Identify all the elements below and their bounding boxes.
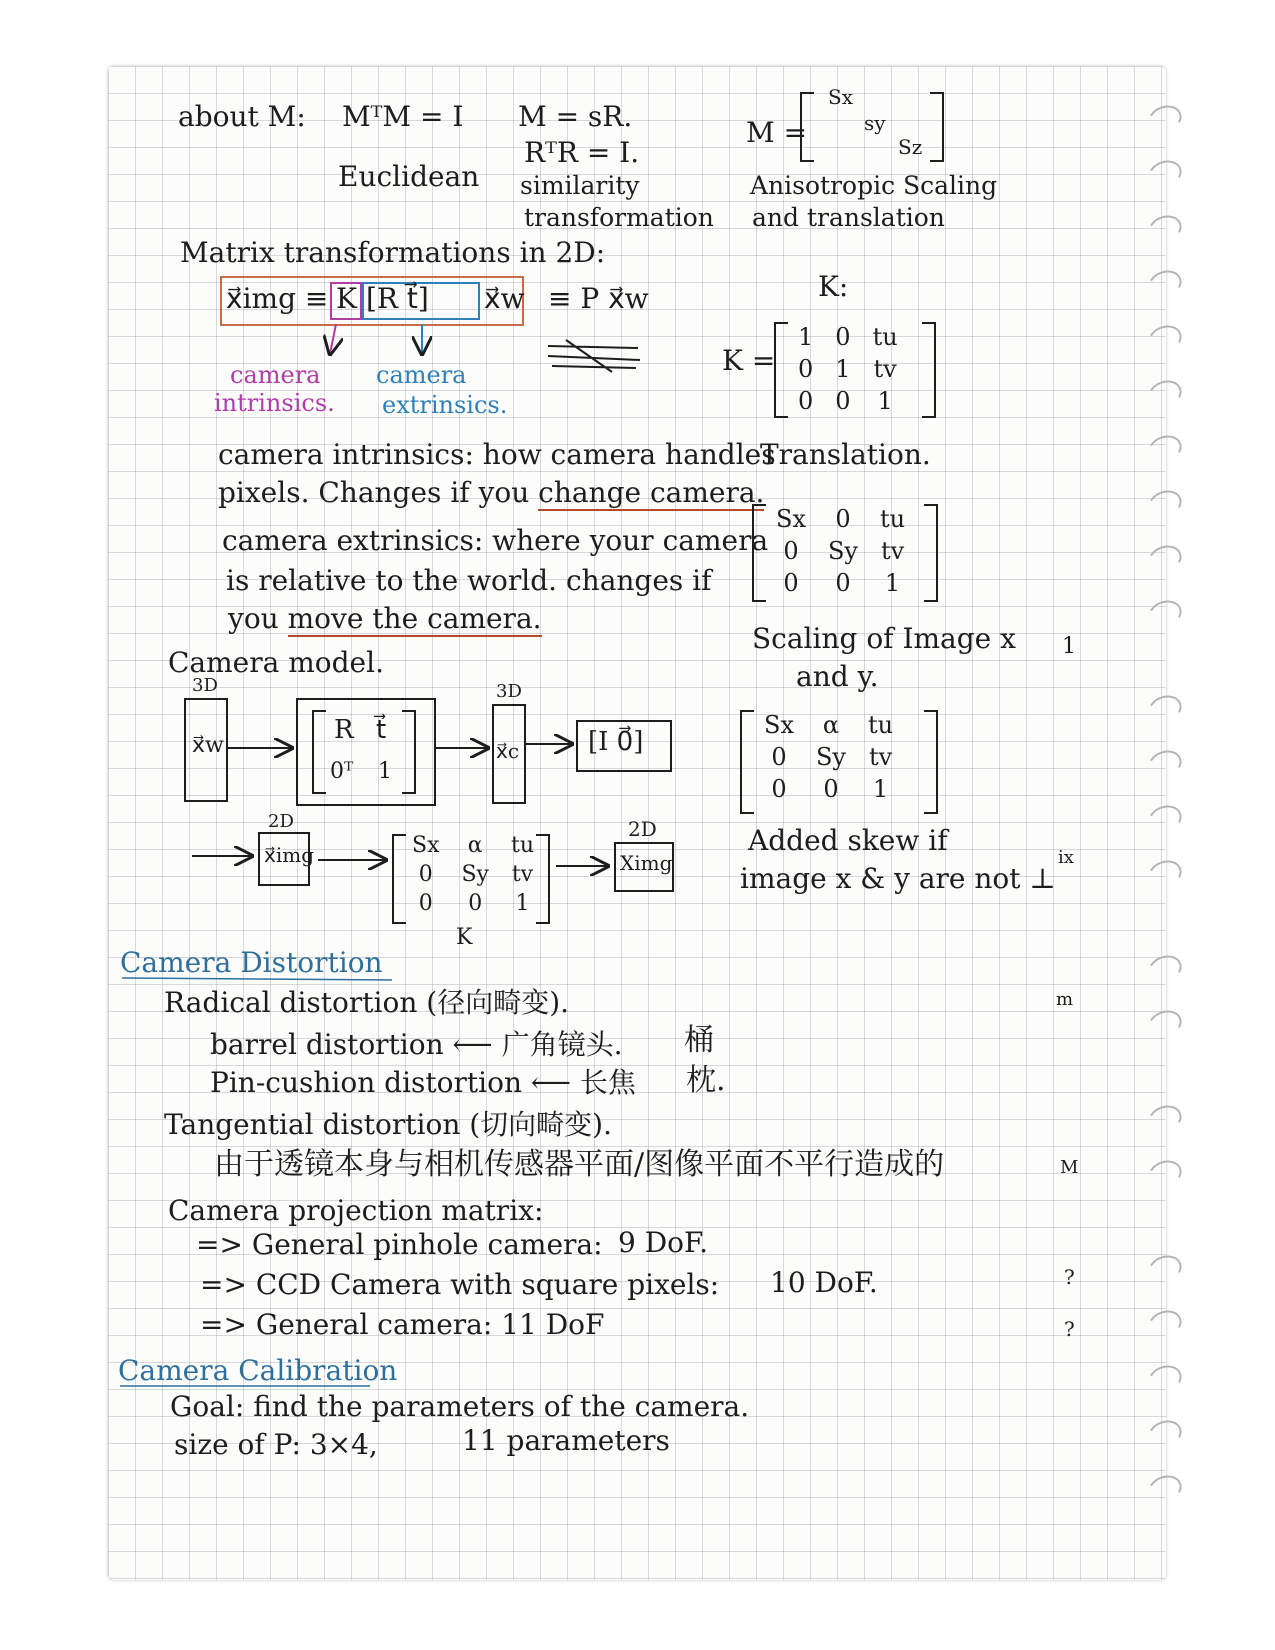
pincushion-distortion: Pin-cushion distortion ⟵ 长焦 bbox=[210, 1066, 636, 1099]
matrix-cell: 0 bbox=[798, 387, 814, 415]
margin-note: ? bbox=[1064, 1317, 1075, 1341]
extrinsics-label-2: extrinsics. bbox=[382, 391, 508, 419]
matrix-cell: tv bbox=[880, 537, 905, 565]
calibration-size: size of P: 3×4, bbox=[174, 1428, 378, 1461]
xc-vector: x⃗c bbox=[496, 739, 520, 763]
sy-entry: sy bbox=[864, 111, 886, 135]
label-3d: 3D bbox=[192, 675, 218, 696]
text: you bbox=[228, 602, 288, 635]
projection-line-2: => CCD Camera with square pixels: bbox=[200, 1268, 720, 1301]
extrinsics-label: camera bbox=[376, 361, 467, 389]
m-sr-equation: M = sR. bbox=[518, 100, 633, 133]
xw-term: x⃗w bbox=[484, 282, 525, 315]
matrix-cell: 1 bbox=[872, 775, 889, 803]
label-2d: 2D bbox=[628, 817, 657, 841]
matrix-cell: 1 bbox=[798, 323, 814, 351]
skew-caption-2: image x & y are not ⊥ bbox=[740, 862, 1056, 895]
intrinsics-definition: camera intrinsics: how camera handles bbox=[218, 438, 776, 471]
matrix-cell: 0 bbox=[823, 775, 839, 803]
margin-note: M bbox=[1060, 1157, 1079, 1178]
projection-value-1: 9 DoF. bbox=[618, 1226, 708, 1259]
ximg-output: Ximg bbox=[620, 851, 673, 875]
anisotropic-label-2: and translation bbox=[752, 203, 945, 232]
matrix-cell: 0 bbox=[798, 355, 814, 383]
p-xw-term: ≡ P x⃗w bbox=[548, 282, 649, 315]
matrix-cell: tu bbox=[879, 505, 906, 533]
mtm-equation: MᵀM = I bbox=[342, 100, 464, 133]
matrix-cell: 1 bbox=[884, 569, 901, 597]
matrix-cell: 0 bbox=[835, 569, 851, 597]
radial-distortion: Radical distortion (径向畸变). bbox=[164, 986, 570, 1019]
matrix-cell: tv bbox=[868, 743, 893, 771]
k-term: K bbox=[336, 282, 357, 315]
matrix-cell: 0 bbox=[418, 891, 433, 916]
arrow bbox=[330, 324, 336, 354]
scaling-caption-2: and y. bbox=[796, 660, 879, 693]
pincushion-cn: 枕. bbox=[686, 1063, 726, 1098]
similarity-label: similarity bbox=[520, 171, 640, 200]
matrix-cell: 1 bbox=[515, 891, 530, 916]
matrix-cell: tv bbox=[873, 355, 897, 383]
projection-line-3: => General camera: 11 DoF bbox=[200, 1308, 605, 1341]
barrel-cn: 桶 bbox=[684, 1023, 714, 1058]
distortion-title: Camera Distortion bbox=[120, 946, 383, 979]
t-entry: t⃗ bbox=[376, 715, 387, 745]
label-3d: 3D bbox=[496, 681, 522, 702]
one-entry: 1 bbox=[378, 759, 392, 784]
anisotropic-label: Anisotropic Scaling bbox=[750, 171, 998, 200]
matrix-cell: tu bbox=[872, 323, 898, 351]
projection-title: Camera projection matrix: bbox=[168, 1194, 544, 1227]
section-title: Matrix transformations in 2D: bbox=[180, 236, 606, 269]
tangential-distortion: Tangential distortion (切向畸变). bbox=[164, 1108, 613, 1141]
rtr-equation: RᵀR = I. bbox=[524, 136, 640, 169]
calibration-title: Camera Calibration bbox=[118, 1354, 398, 1387]
scaling-caption: Scaling of Image x bbox=[752, 622, 1016, 655]
matrix-cell: 0 bbox=[783, 569, 799, 597]
k-title: K: bbox=[818, 270, 849, 303]
matrix-cell: 0 bbox=[771, 775, 787, 803]
skew-caption: Added skew if bbox=[748, 824, 948, 857]
barrel-distortion: barrel distortion ⟵ 广角镜头. bbox=[210, 1028, 623, 1061]
x-img-term: x⃗img ≡ bbox=[226, 282, 329, 315]
translation-caption: Translation. bbox=[760, 438, 931, 471]
intrinsics-label-2: intrinsics. bbox=[214, 389, 335, 417]
projection-value-2: 10 DoF. bbox=[770, 1266, 878, 1299]
margin-note: 1 bbox=[1062, 634, 1076, 659]
projection-line-1: => General pinhole camera: bbox=[196, 1228, 603, 1261]
matrix-cell: Sy bbox=[815, 743, 846, 771]
xw-vector: x⃗w bbox=[192, 733, 224, 758]
label-2d: 2D bbox=[268, 811, 294, 832]
matrix-cell: tu bbox=[510, 833, 534, 858]
underlined-text: move the camera. bbox=[287, 602, 542, 635]
matrix-cell: α bbox=[467, 833, 483, 858]
ximg-vector: x⃗img bbox=[264, 843, 314, 867]
matrix-cell: 0 bbox=[468, 891, 483, 916]
text: pixels. Changes if you bbox=[218, 476, 539, 509]
matrix-cell: α bbox=[822, 711, 840, 739]
margin-note: m bbox=[1056, 989, 1074, 1010]
calibration-goal: Goal: find the parameters of the camera. bbox=[170, 1390, 750, 1423]
i0-matrix: [I 0⃗] bbox=[588, 727, 644, 757]
matrix-cell: Sx bbox=[776, 505, 806, 533]
matrix-cell: Sy bbox=[461, 862, 489, 887]
margin-note: ? bbox=[1064, 1265, 1075, 1289]
camera-model-title: Camera model. bbox=[168, 646, 384, 679]
matrix-cell: 0 bbox=[835, 323, 851, 351]
margin-note: ix bbox=[1058, 847, 1074, 868]
matrix-cell: 1 bbox=[835, 355, 851, 383]
sz-entry: Sz bbox=[898, 135, 923, 159]
tangential-note: 由于透镜本身与相机传感器平面/图像平面不平行造成的 bbox=[214, 1147, 945, 1182]
extrinsics-definition-2: is relative to the world. changes if bbox=[226, 564, 712, 597]
r-entry: R bbox=[334, 715, 354, 745]
matrix-cell: 1 bbox=[877, 387, 893, 415]
k-eq-label: K = bbox=[722, 344, 776, 377]
matrix-cell: 0 bbox=[835, 387, 851, 415]
matrix-cell: 0 bbox=[771, 743, 787, 771]
k-matrix-label: K bbox=[456, 925, 473, 950]
rt-term: [R t⃗] bbox=[366, 282, 429, 315]
transformation-label: transformation bbox=[524, 203, 714, 232]
matrix-cell: Sx bbox=[764, 711, 794, 739]
about-m-label: about M: bbox=[178, 100, 306, 133]
matrix-cell: 0 bbox=[418, 862, 433, 887]
zero-entry: 0ᵀ bbox=[330, 759, 354, 784]
underlined-text: change camera. bbox=[538, 476, 765, 509]
matrix-cell: 0 bbox=[835, 505, 851, 533]
matrix-cell: Sy bbox=[827, 537, 858, 565]
extrinsics-definition: camera extrinsics: where your camera bbox=[222, 524, 769, 557]
matrix-cell: Sx bbox=[412, 833, 440, 858]
matrix-cell: tv bbox=[511, 862, 534, 887]
euclidean-label: Euclidean bbox=[338, 160, 480, 193]
intrinsics-label: camera bbox=[230, 361, 321, 389]
scribble bbox=[548, 340, 640, 372]
matrix-cell: 0 bbox=[783, 537, 799, 565]
m-matrix-label: M = bbox=[746, 116, 808, 149]
matrix-cell: tu bbox=[867, 711, 894, 739]
sx-entry: Sx bbox=[828, 85, 853, 109]
calibration-params: 11 parameters bbox=[462, 1424, 670, 1457]
